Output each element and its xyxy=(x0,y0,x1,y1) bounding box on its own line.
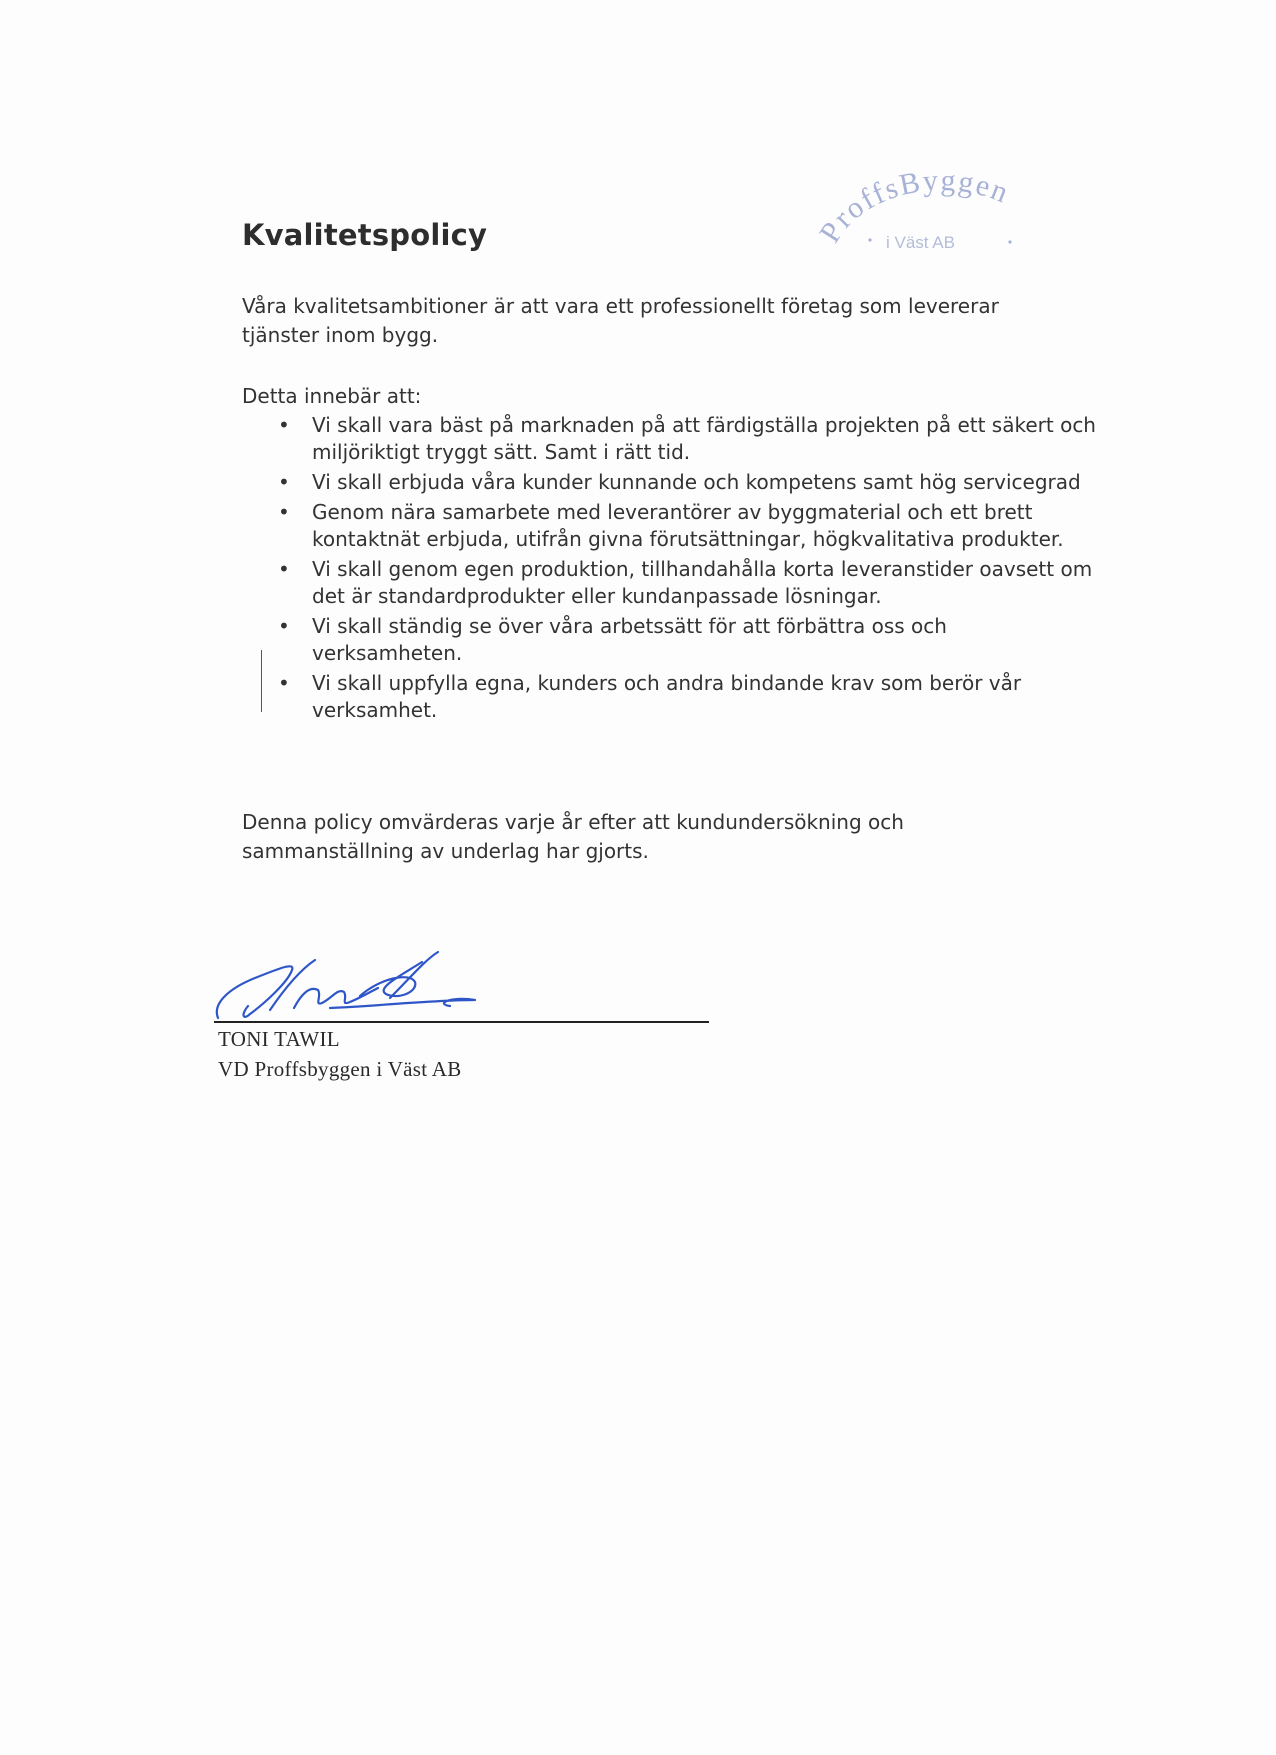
bullet-icon: • xyxy=(278,470,290,494)
company-stamp xyxy=(812,160,1072,270)
list-item xyxy=(278,412,1098,466)
closing-paragraph: Denna policy omvärderas varje år efter att kundundersökning och sammanställning av underlag har gjorts. xyxy=(242,810,904,863)
handwritten-signature xyxy=(210,948,730,1028)
list-item xyxy=(278,613,1098,667)
page-title: Kvalitetspolicy xyxy=(242,218,488,252)
margin-mark xyxy=(261,650,262,712)
list-item-text: Vi skall ständig se över våra arbetssätt för att förbättra oss och verksamheten. xyxy=(312,614,947,665)
list-item-text: Vi skall vara bäst på marknaden på att färdigställa projekten på ett säkert och miljöriktigt tryggt sätt. Samt i rätt tid. xyxy=(312,413,1096,464)
lead-text: Detta innebär att: xyxy=(242,384,422,408)
list-item-text: Vi skall uppfylla egna, kunders och andra bindande krav som berör vår verksamhet. xyxy=(312,671,1022,722)
bullet-icon: • xyxy=(278,500,290,524)
list-item-text: Vi skall erbjuda våra kunder kunnande och kompetens samt hög servicegrad xyxy=(312,470,1081,494)
list-item-text: Vi skall genom egen produktion, tillhandahålla korta leveranstider oavsett om det är standardprodukter eller kundanpassade lösningar. xyxy=(312,557,1093,608)
list-item xyxy=(278,670,1098,724)
svg-text:i Väst AB: i Väst AB xyxy=(886,233,955,252)
signature-line xyxy=(214,1021,709,1023)
list-item xyxy=(278,499,1098,553)
list-item-text: Genom nära samarbete med leverantörer av byggmaterial och ett brett kontaktnät erbjuda, utifrån givna förutsättningar, högkvalitativa produkter. xyxy=(312,500,1064,551)
policy-list xyxy=(278,412,1098,727)
signer-name: TONI TAWIL xyxy=(218,1027,340,1051)
bullet-icon: • xyxy=(278,614,290,638)
list-item xyxy=(278,469,1098,496)
svg-text:ProffsByggen: ProffsByggen xyxy=(813,163,1015,249)
intro-paragraph: Våra kvalitetsambitioner är att vara ett professionellt företag som levererar tjänster inom bygg. xyxy=(242,294,999,347)
bullet-icon: • xyxy=(278,671,290,695)
signer-title: VD Proffsbyggen i Väst AB xyxy=(218,1057,462,1081)
list-item xyxy=(278,556,1098,610)
bullet-icon: • xyxy=(278,557,290,581)
bullet-icon: • xyxy=(278,413,290,437)
